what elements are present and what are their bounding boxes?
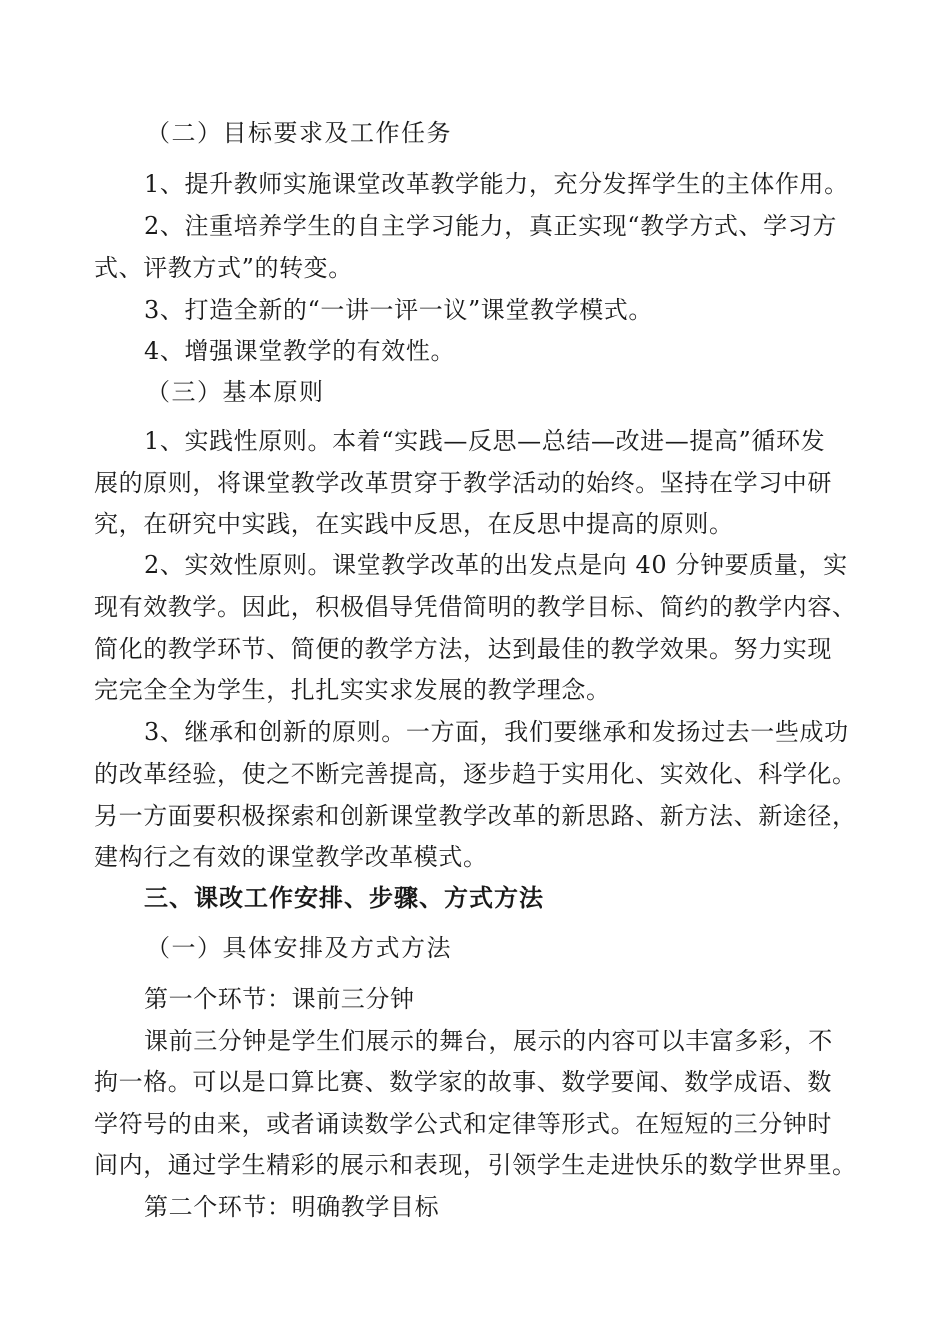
chapter-heading: 三、课改工作安排、步骤、方式方法 [144,884,544,912]
paragraph-line: 建构行之有效的课堂教学改革模式。 [94,843,488,871]
paragraph-line: 式、评教方式”的转变。 [94,254,353,282]
paragraph-line: 1、提升教师实施课堂改革教学能力，充分发挥学生的主体作用。 [144,170,849,198]
paragraph-line: 展的原则，将课堂教学改革贯穿于教学活动的始终。坚持在学习中研 [94,469,832,497]
paragraph-line: 拘一格。可以是口算比赛、数学家的故事、数学要闻、数学成语、数 [94,1068,832,1096]
paragraph-line: 2、注重培养学生的自主学习能力，真正实现“教学方式、学习方 [144,212,837,240]
paragraph-line: 课前三分钟是学生们展示的舞台，展示的内容可以丰富多彩，不 [144,1027,833,1055]
paragraph-line: 间内，通过学生精彩的展示和表现，引领学生走进快乐的数学世界里。 [94,1151,857,1179]
paragraph-line: 简化的教学环节、简便的教学方法，达到最佳的教学效果。努力实现 [94,635,832,663]
paragraph-line: 3、打造全新的“一讲一评一议”课堂教学模式。 [144,296,654,324]
step-heading-one: 第一个环节：课前三分钟 [144,985,415,1013]
paragraph-line: 现有效教学。因此，积极倡导凭借简明的教学目标、简约的教学内容、 [94,593,857,621]
paragraph-line: 1、实践性原则。本着“实践—反思—总结—改进—提高”循环发 [144,427,826,455]
step-heading-two: 第二个环节：明确教学目标 [144,1193,440,1221]
paragraph-line: 3、继承和创新的原则。一方面，我们要继承和发扬过去一些成功 [144,718,849,746]
paragraph-line: 学符号的由来，或者诵读数学公式和定律等形式。在短短的三分钟时 [94,1110,832,1138]
section-heading-arrangement: （一）具体安排及方式方法 [146,934,452,962]
section-heading-goals: （二）目标要求及工作任务 [146,119,452,147]
paragraph-line: 完完全全为学生，扎扎实实求发展的教学理念。 [94,676,611,704]
paragraph-line: 另一方面要积极探索和创新课堂教学改革的新思路、新方法、新途径， [94,802,857,830]
paragraph-line: 的改革经验，使之不断完善提高，逐步趋于实用化、实效化、科学化。 [94,760,857,788]
paragraph-line: 究，在研究中实践，在实践中反思，在反思中提高的原则。 [94,510,734,538]
paragraph-line: 4、增强课堂教学的有效性。 [144,337,456,365]
section-heading-principles: （三）基本原则 [146,378,325,406]
paragraph-line: 2、实效性原则。课堂教学改革的出发点是向 40 分钟要质量，实 [144,551,848,579]
